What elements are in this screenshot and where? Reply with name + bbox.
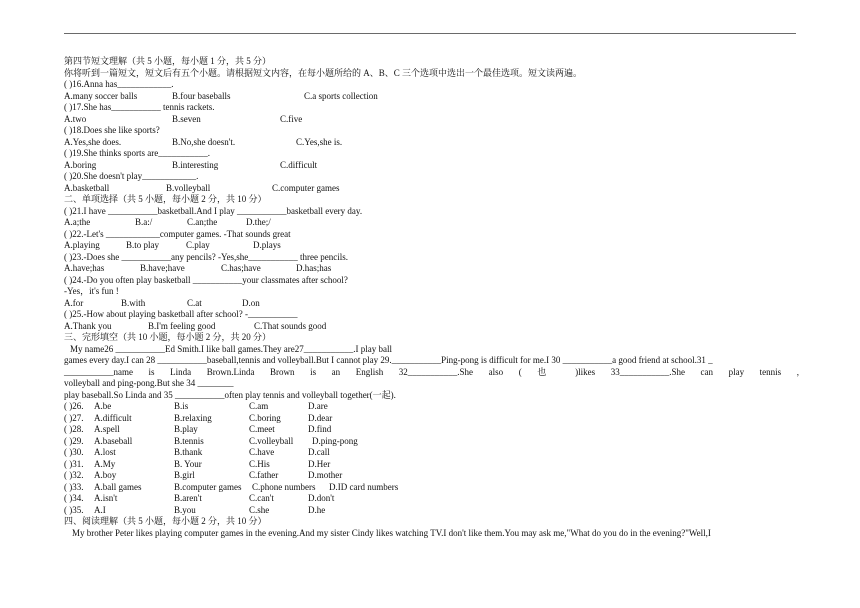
option-a: A.boring [64, 159, 97, 170]
question-number: ( )29. [64, 435, 84, 446]
section-header: 二、单项选择（共 5 小题，每小题 2 分，共 10 分） [64, 194, 267, 204]
option-a: A.lost [94, 447, 116, 457]
question-stem: ( )17.She has___________ tennis rackets. [64, 102, 215, 112]
option-d: D.dear [308, 412, 333, 423]
option-b: B.No,she doesn't. [172, 136, 236, 147]
option-b: B.girl [174, 470, 195, 480]
option-c: C.play [186, 240, 210, 250]
option-a: A.two [64, 113, 87, 124]
question-options [64, 114, 799, 126]
section-header: 第四节短文理解（共 5 小题，每小题 1 分，共 5 分） [64, 56, 272, 66]
option-c: C.five [280, 113, 303, 124]
option-a: A.baseball [94, 435, 133, 446]
section-header: 四、阅读理解（共 5 小题，每小题 2 分，共 10 分） [64, 516, 267, 526]
option-c: C.That sounds good [254, 320, 327, 331]
option-d: D.ping-pong [312, 435, 358, 446]
option-a: A.have;has [64, 263, 105, 273]
exam-page [64, 56, 799, 539]
option-a: A.many soccer balls [64, 90, 138, 101]
option-a: A.I [94, 504, 106, 515]
option-c: C.an;the [187, 217, 218, 227]
option-c: C.at [187, 297, 202, 308]
question-number: ( )30. [64, 447, 84, 457]
cloze-option-row [64, 505, 799, 517]
option-a: A.My [94, 458, 116, 469]
option-c: C.phone numbers [252, 481, 316, 492]
option-c: C.am [249, 401, 269, 411]
option-a: A.Thank you [64, 320, 112, 331]
question-stem: ( )24.-Do you often play basketball ___________your classmates after school? [64, 274, 348, 285]
option-d: D.mother [308, 470, 343, 480]
option-c: C.she [249, 504, 270, 515]
option-d: D.ID card numbers [329, 481, 399, 492]
option-b: B.four baseballs [172, 90, 231, 101]
option-b: B.aren't [174, 493, 202, 503]
option-b: B.is [174, 401, 189, 411]
option-c: C.Yes,she is. [296, 136, 343, 147]
option-b: B.interesting [172, 159, 219, 170]
option-c: C.father [249, 470, 279, 480]
option-c: C.meet [249, 424, 275, 434]
cloze-option-row [64, 459, 799, 471]
question-options [64, 91, 799, 103]
option-a: A.a;the [64, 217, 91, 227]
question-options [64, 183, 799, 195]
question-stem: ( )18.Does she like sports? [64, 125, 160, 135]
option-c: C.difficult [280, 159, 318, 170]
header-rule [64, 33, 796, 34]
cloze-option-row [64, 424, 799, 436]
question-options [64, 298, 799, 310]
question-options [64, 263, 799, 275]
question-number: ( )32. [64, 470, 84, 480]
option-a: A.boy [94, 470, 117, 480]
option-b: B.tennis [174, 435, 204, 446]
question-stem: ( )16.Anna has____________. [64, 79, 174, 89]
option-a: A.ball games [94, 481, 142, 492]
option-d: D.on [242, 297, 260, 308]
option-a: A.spell [94, 424, 120, 434]
passage-line: My brother Peter likes playing computer games in the evening.And my sister Cindy likes watching TV.I don't like them.You may ask me,"What do you do in the evening?"Well,I [72, 527, 711, 538]
passage-line: My name26 ___________Ed Smith.I like ball games.They are27___________.I play ball [70, 343, 392, 354]
option-b: B.a:/ [135, 217, 153, 227]
question-stem: ( )25.-How about playing basketball after school? -___________ [64, 309, 298, 319]
option-b: B.with [121, 297, 146, 308]
option-b: B.play [174, 424, 198, 434]
question-options [64, 240, 799, 252]
cloze-option-row [64, 401, 799, 413]
question-options [64, 321, 799, 333]
question-stem: ( )20.She doesn't play____________. [64, 171, 199, 181]
question-number: ( )33. [64, 481, 84, 492]
section-instruction: 你将听到一篇短文，短文后有五个小题。请根据短文内容，在每小题所给的 A、B、C 三个选项中选出一个最佳选项。短文读两遍。 [64, 67, 583, 78]
option-b: B.relaxing [174, 412, 212, 423]
option-c: C.has;have [221, 263, 261, 273]
section-header: 三、完形填空（共 10 小题，每小题 2 分，共 20 分） [64, 332, 272, 342]
cloze-option-row [64, 493, 799, 505]
option-d: D.the;/ [246, 217, 271, 227]
option-c: C.boring [249, 412, 281, 423]
cloze-option-row [64, 447, 799, 459]
option-d: D.call [308, 447, 330, 457]
question-options [64, 137, 799, 149]
option-a: A.difficult [94, 412, 132, 423]
option-d: D.find [308, 424, 332, 434]
question-number: ( )35. [64, 504, 84, 515]
option-c: C.computer games [272, 182, 340, 193]
question-stem: ( )19.She thinks sports are___________. [64, 148, 210, 158]
question-number: ( )28. [64, 424, 84, 434]
question-options [64, 217, 799, 229]
option-a: A.Yes,she does. [64, 136, 122, 147]
cloze-option-row [64, 413, 799, 425]
question-number: ( )27. [64, 412, 84, 423]
option-b: B.thank [174, 447, 203, 457]
option-a: A.be [94, 401, 112, 411]
option-b: B.you [174, 504, 196, 515]
option-d: D.he [308, 504, 326, 515]
option-b: B.have;have [140, 263, 185, 273]
cloze-option-row [64, 482, 799, 494]
option-b: B.computer games [174, 481, 242, 492]
passage-line: play baseball.So Linda and 35 ___________often play tennis and volleyball together(一起). [64, 389, 396, 400]
option-d: D.don't [308, 493, 335, 503]
option-c: C.His [249, 458, 270, 469]
passage-line: volleyball and ping-pong.But she 34 ________ [64, 378, 234, 388]
option-d: D.plays [253, 240, 281, 250]
question-number: ( )26. [64, 401, 84, 411]
passage-line: games every day.I can 28 ___________baseball,tennis and volleyball.But I cannot play 29.___________Ping-pong is difficult for me.I 30 ___________a good friend at school.31 _ [64, 355, 713, 365]
option-a: A.isn't [94, 493, 118, 503]
option-a: A.playing [64, 240, 100, 250]
passage-line: ___________name is Linda Brown.Linda Brown is an English 32___________.She also ( 也 )likes 33___________.She can play tennis , [64, 366, 799, 377]
option-b: B.volleyball [166, 182, 211, 193]
question-number: ( )34. [64, 493, 84, 503]
option-b: B.I'm feeling good [148, 320, 216, 331]
option-d: D.Her [308, 458, 331, 469]
cloze-option-row [64, 470, 799, 482]
option-b: B.to play [126, 240, 159, 250]
question-stem: ( )22.-Let's ____________computer games. -That sounds great [64, 228, 291, 239]
option-c: C.can't [249, 493, 274, 503]
option-d: D.are [308, 401, 328, 411]
cloze-option-row [64, 436, 799, 448]
option-b: B.seven [172, 113, 201, 124]
question-reply: -Yes，it's fun ! [64, 286, 119, 296]
option-a: A.for [64, 297, 84, 308]
option-c: C.volleyball [249, 435, 294, 446]
option-a: A.basketball [64, 182, 110, 193]
question-stem: ( )21.I have ___________basketball.And I play ___________basketball every day. [64, 205, 363, 216]
option-b: B. Your [174, 458, 202, 469]
option-c: C.have [249, 447, 275, 457]
option-c: C.a sports collection [304, 90, 378, 101]
question-stem: ( )23.-Does she ___________any pencils? -Yes,she___________ three pencils. [64, 251, 349, 262]
question-options [64, 160, 799, 172]
question-number: ( )31. [64, 458, 84, 469]
option-d: D.has;has [296, 263, 332, 273]
